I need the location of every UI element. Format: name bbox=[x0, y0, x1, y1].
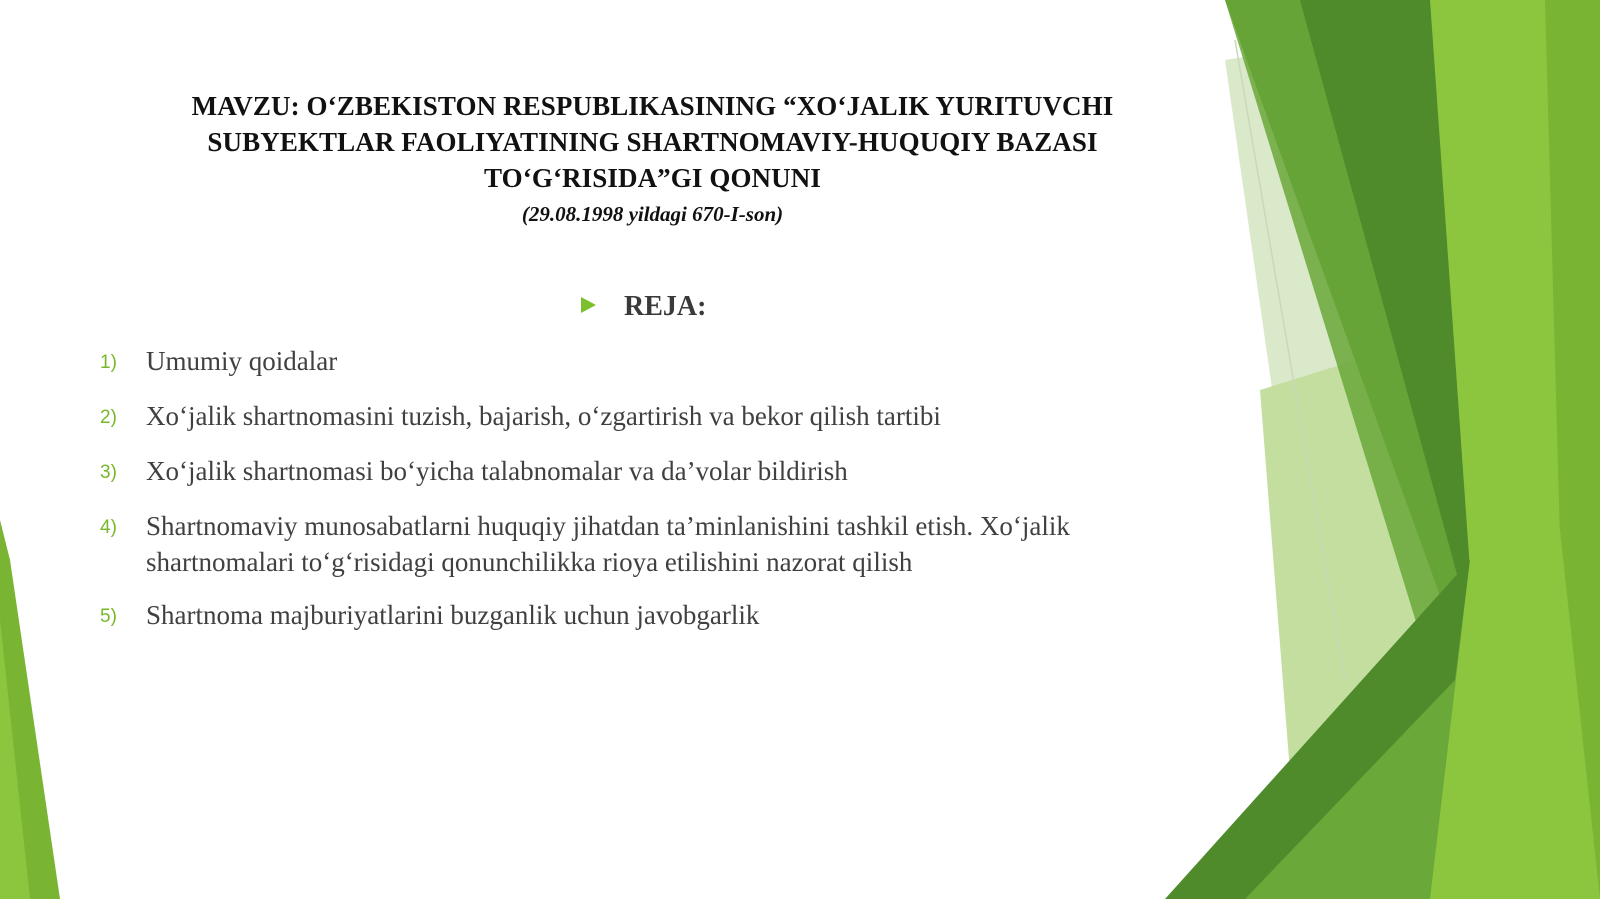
reja-label: REJA: bbox=[624, 291, 707, 322]
list-item-text: Shartnomaviy munosabatlarni huquqiy jihatdan ta’minlanishini tashkil etish. Xo‘jalik shartnomalari to‘g‘risidagi qonunchilikka rioya etilishini nazorat qilish bbox=[146, 511, 1070, 577]
list-item-number: 4) bbox=[100, 517, 117, 538]
list-item-text: Xo‘jalik shartnomasini tuzish, bajarish, o‘zgartirish va bekor qilish tartibi bbox=[146, 401, 941, 431]
list-item bbox=[100, 508, 1220, 580]
list-item-number: 2) bbox=[100, 407, 117, 428]
list-item bbox=[100, 597, 1220, 635]
triangle-bullet-icon bbox=[581, 297, 596, 313]
slide-subtitle: (29.08.1998 yildagi 670-I-son) bbox=[521, 202, 784, 226]
title-block bbox=[100, 88, 1205, 228]
list-item bbox=[100, 453, 1220, 491]
slide-title: MAVZU: O‘ZBEKISTON RESPUBLIKASINING “XO‘JALIK YURITUVCHI SUBYEKTLAR FAOLIYATINING SHARTNOMAVIY-HUQUQIY BAZASI TO‘G‘RISIDA”GI QONUNI bbox=[191, 91, 1114, 193]
list-item-text: Shartnoma majburiyatlarini buzganlik uchun javobgarlik bbox=[146, 600, 760, 630]
reja-heading bbox=[581, 287, 706, 327]
list-item-text: Umumiy qoidalar bbox=[146, 346, 338, 376]
list-item bbox=[100, 398, 1220, 436]
list-item-text: Xo‘jalik shartnomasi bo‘yicha talabnomalar va da’volar bildirish bbox=[146, 456, 848, 486]
list-item-number: 3) bbox=[100, 462, 117, 483]
list-item-number: 1) bbox=[100, 352, 117, 373]
list-item-number: 5) bbox=[100, 606, 117, 627]
list-item bbox=[100, 343, 1220, 381]
plan-list bbox=[100, 343, 1220, 652]
